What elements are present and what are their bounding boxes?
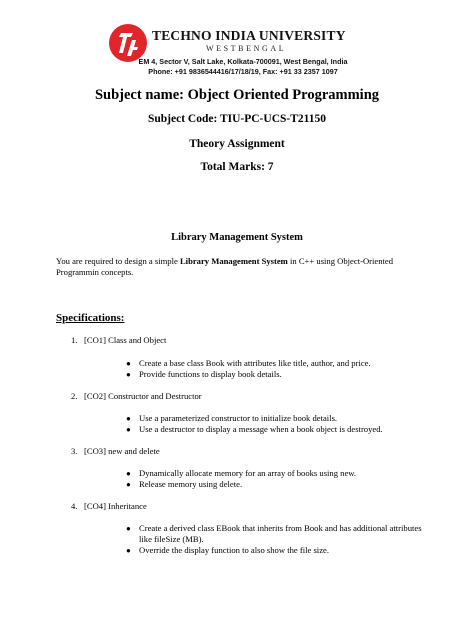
specifications-heading: Specifications: [56, 312, 125, 324]
total-marks: Total Marks: 7 [200, 161, 274, 173]
spec-title: [CO2] Constructor and Destructor [84, 391, 202, 401]
intro-bold: Library Management System [179, 256, 288, 266]
list-item: ● Override the display function to also show the file size. [126, 545, 329, 555]
bullet-icon: ● [126, 370, 131, 379]
bullet-icon: ● [126, 546, 131, 555]
spec-number: 1. [71, 335, 78, 345]
spec-item-1-bullets [124, 358, 424, 380]
list-item: ● Use a parameterized constructor to initialize book details. [126, 413, 338, 423]
list-item: ● Create a base class Book with attributes like title, author, and price. [126, 358, 371, 368]
list-item: ● Create a derived class EBook that inherits from Book and has additional attributes like fileSize (MB). [126, 523, 422, 544]
spec-item-3-bullets [124, 468, 424, 490]
contact-line: Phone: +91 9836544416/17/18/19, Fax: +91 33 2357 1097 [148, 67, 338, 76]
spec-title: [CO3] new and delete [84, 446, 160, 456]
spec-item-3-title [71, 446, 160, 456]
subject-code: Subject Code: TIU-PC-UCS-T21150 [147, 113, 327, 125]
spec-number: 2. [71, 391, 78, 401]
university-name: TECHNO INDIA UNIVERSITY [152, 28, 346, 43]
list-item: ● Provide functions to display book details. [126, 369, 282, 379]
spec-item-1-title [71, 335, 166, 345]
spec-title: [CO1] Class and Object [84, 335, 167, 345]
assignment-type: Theory Assignment [189, 138, 285, 150]
bullet-icon: ● [126, 359, 131, 368]
bullet-icon: ● [126, 414, 131, 423]
spec-item-4-bullets [124, 523, 424, 556]
spec-number: 3. [71, 446, 78, 456]
letterhead [108, 20, 368, 78]
intro-suffix: in C++ using Object-Oriented Programmin concepts. [56, 256, 394, 277]
intro-paragraph [56, 256, 416, 278]
subject-name: Subject name: Object Oriented Programming [94, 87, 380, 103]
spec-item-4-title [71, 501, 147, 511]
address-line: EM 4, Sector V, Salt Lake, Kolkata-700091, West Bengal, India [138, 57, 348, 66]
spec-number: 4. [71, 501, 78, 511]
university-subtitle: WESTBENGAL [206, 44, 287, 53]
bullet-icon: ● [126, 469, 131, 478]
bullet-icon: ● [126, 425, 131, 434]
spec-title: [CO4] Inheritance [84, 501, 147, 511]
list-item: ● Use a destructor to display a message when a book object is destroyed. [126, 424, 383, 434]
list-item: ● Dynamically allocate memory for an array of books using new. [126, 468, 357, 478]
spec-item-2-bullets [124, 413, 424, 435]
project-title: Library Management System [171, 232, 303, 243]
intro-prefix: You are required to design a simple [56, 256, 180, 266]
bullet-icon: ● [126, 524, 131, 533]
list-item: ● Release memory using delete. [126, 479, 243, 489]
bullet-icon: ● [126, 480, 131, 489]
spec-item-2-title [71, 391, 202, 401]
